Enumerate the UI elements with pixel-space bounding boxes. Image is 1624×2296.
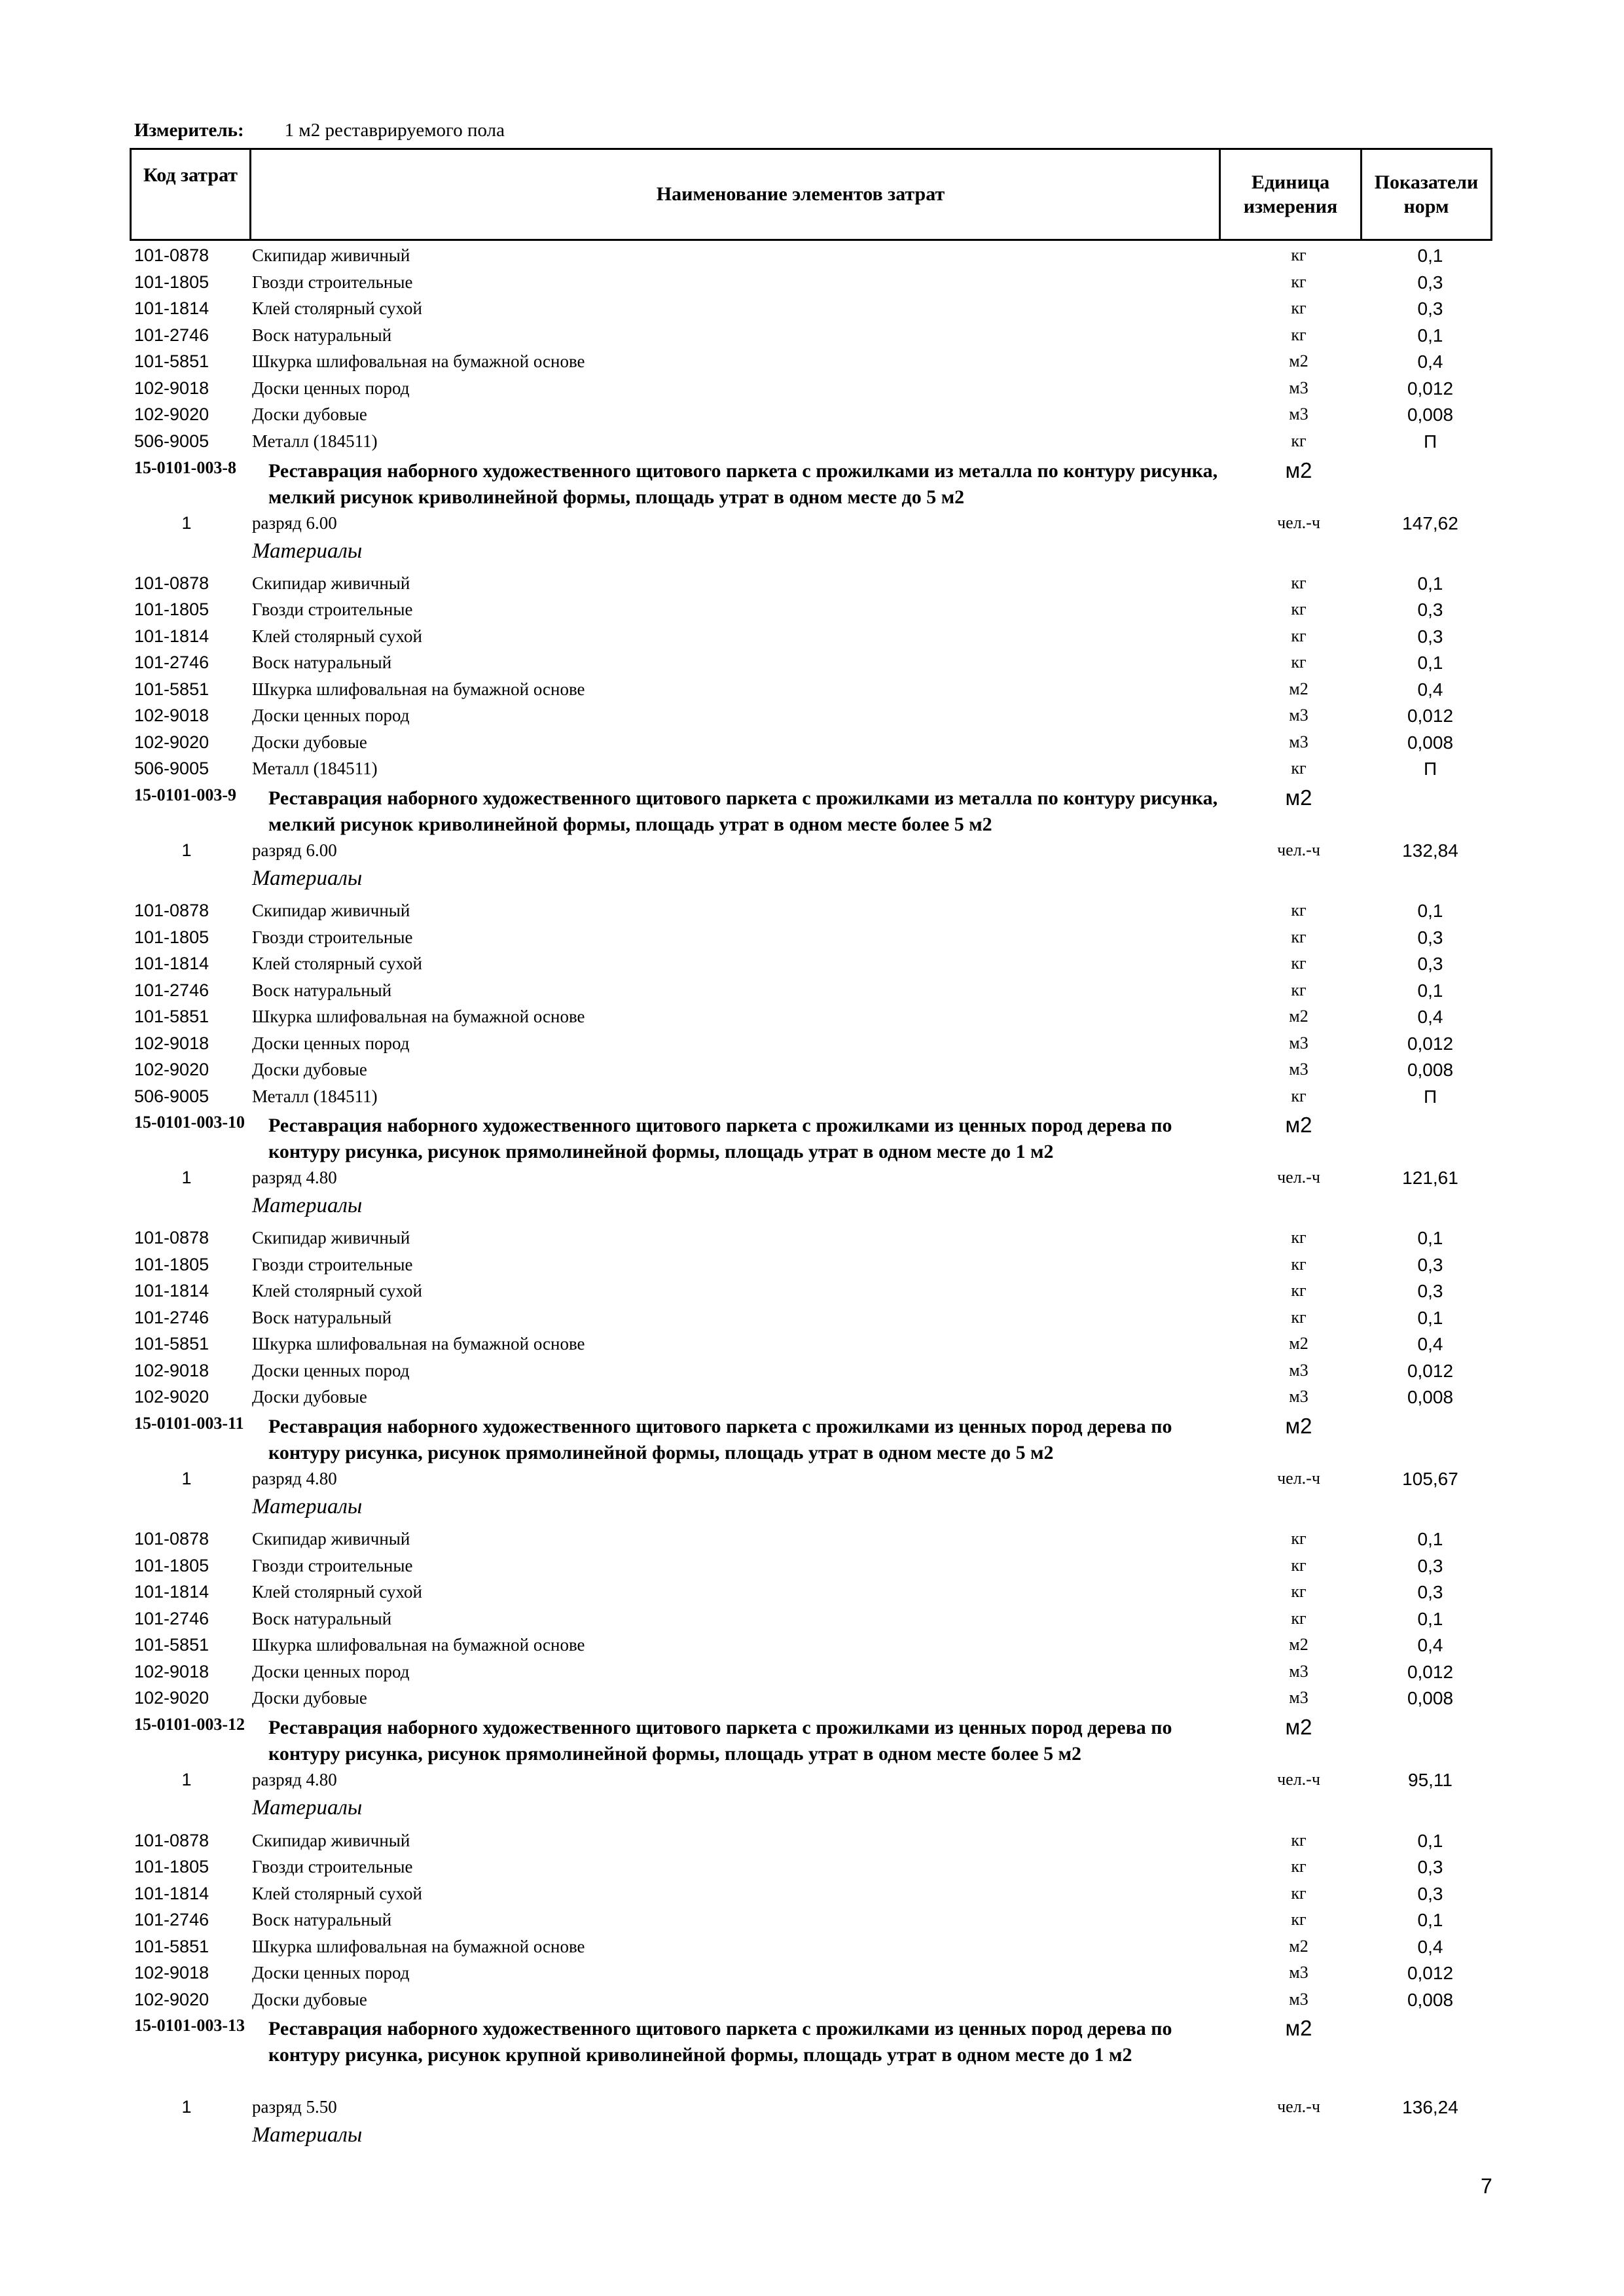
resource-code: 101-0878 — [134, 1831, 209, 1850]
work-code: 15-0101-003-12 — [134, 1715, 245, 1734]
resource-code: 101-0878 — [134, 1228, 209, 1247]
resource-unit: м2 — [1289, 1937, 1308, 1956]
resource-name: Гвозди строительные — [252, 1255, 413, 1274]
resource-code: 101-1805 — [134, 1255, 209, 1274]
resource-unit: м3 — [1289, 706, 1308, 725]
work-unit: м2 — [1285, 458, 1312, 482]
resource-name: Доски ценных пород — [252, 1033, 410, 1053]
header-name: Наименование элементов затрат — [249, 150, 1350, 239]
resource-name: Шкурка шлифовальная на бумажной основе — [252, 1937, 585, 1956]
resource-unit: кг — [1291, 272, 1307, 291]
resource-unit: м3 — [1289, 1033, 1308, 1052]
work-unit: м2 — [1285, 785, 1312, 810]
resource-norm: 0,3 — [1417, 927, 1443, 948]
resource-code: 101-2746 — [134, 1308, 209, 1327]
resource-name: Шкурка шлифовальная на бумажной основе — [252, 679, 585, 699]
resource-unit: кг — [1291, 298, 1307, 317]
resource-norm: 0,012 — [1407, 1361, 1454, 1381]
resource-code: 102-9018 — [134, 378, 209, 398]
labor-unit: чел.-ч — [1277, 1168, 1320, 1187]
resource-norm: 0,3 — [1417, 1556, 1443, 1576]
work-name: Реставрация наборного художественного щитового паркета с прожилками из металла по контуру рисунка, мелкий рисунок криволинейной формы, площадь утрат в одном месте до 5 м2 — [268, 460, 1218, 508]
resource-name: Шкурка шлифовальная на бумажной основе — [252, 351, 585, 371]
resource-code: 102-9020 — [134, 1387, 209, 1407]
resource-name: Металл (184511) — [252, 759, 378, 778]
resource-norm: 0,008 — [1407, 1688, 1454, 1708]
resource-norm: 0,4 — [1417, 1007, 1443, 1027]
resource-name: Скипидар живичный — [252, 1831, 410, 1850]
work-unit: м2 — [1285, 1715, 1312, 1739]
resource-unit: кг — [1291, 325, 1307, 344]
resource-unit: м2 — [1289, 1635, 1308, 1654]
resource-unit: кг — [1291, 1255, 1307, 1274]
resource-name: Воск натуральный — [252, 653, 392, 672]
resource-code: 506-9005 — [134, 431, 209, 451]
resource-unit: м3 — [1289, 378, 1308, 397]
resource-name: Шкурка шлифовальная на бумажной основе — [252, 1635, 585, 1655]
work-name: Реставрация наборного художественного щитового паркета с прожилками из металла по контуру рисунка, мелкий рисунок криволинейной формы, площадь утрат в одном месте более 5 м2 — [268, 787, 1218, 835]
resource-code: 506-9005 — [134, 1086, 209, 1106]
resource-norm: 0,3 — [1417, 272, 1443, 293]
resource-code: 101-1805 — [134, 1857, 209, 1876]
work-unit: м2 — [1285, 2016, 1312, 2040]
resource-norm: 0,1 — [1417, 1609, 1443, 1629]
resource-unit: кг — [1291, 901, 1307, 920]
resource-norm: 0,1 — [1417, 245, 1443, 266]
resource-norm: 0,3 — [1417, 600, 1443, 620]
resource-norm: 0,008 — [1407, 1990, 1454, 2010]
resource-norm: 0,4 — [1417, 351, 1443, 372]
labor-grade: разряд 5.50 — [252, 2097, 337, 2117]
labor-norm: 95,11 — [1408, 1770, 1453, 1790]
work-code: 15-0101-003-13 — [134, 2016, 245, 2035]
resource-norm: П — [1423, 431, 1437, 452]
resource-name: Воск натуральный — [252, 1308, 392, 1327]
resource-name: Доски дубовые — [252, 732, 367, 752]
work-unit: м2 — [1285, 1414, 1312, 1438]
resource-name: Клей столярный сухой — [252, 1582, 422, 1602]
resource-norm: 0,4 — [1417, 1635, 1443, 1655]
resource-norm: 0,3 — [1417, 298, 1443, 319]
resource-code: 102-9018 — [134, 1963, 209, 1982]
labor-norm: 105,67 — [1402, 1469, 1458, 1489]
resource-unit: кг — [1291, 1281, 1307, 1300]
resource-unit: кг — [1291, 980, 1307, 999]
labor-number: 1 — [181, 513, 192, 533]
resource-name: Клей столярный сухой — [252, 1884, 422, 1903]
resource-code: 102-9018 — [134, 1033, 209, 1053]
resource-norm: 0,012 — [1407, 1033, 1454, 1054]
resource-unit: м2 — [1289, 679, 1308, 698]
resource-norm: 0,1 — [1417, 1308, 1443, 1328]
resource-code: 101-2746 — [134, 1609, 209, 1628]
resource-unit: м3 — [1289, 1662, 1308, 1681]
resource-code: 101-0878 — [134, 573, 209, 593]
resource-norm: 0,3 — [1417, 1281, 1443, 1301]
resource-norm: 0,1 — [1417, 1831, 1443, 1851]
resource-code: 102-9020 — [134, 732, 209, 752]
work-unit: м2 — [1285, 1113, 1312, 1137]
resource-unit: м3 — [1289, 1688, 1308, 1707]
resource-norm: П — [1423, 1086, 1437, 1107]
resource-norm: 0,1 — [1417, 980, 1443, 1001]
resource-unit: кг — [1291, 1529, 1307, 1548]
header-norm: Показатели норм — [1360, 150, 1490, 239]
resource-unit: кг — [1291, 1910, 1307, 1929]
resource-code: 101-2746 — [134, 653, 209, 672]
resource-unit: кг — [1291, 600, 1307, 619]
resource-name: Клей столярный сухой — [252, 626, 422, 646]
resource-name: Клей столярный сухой — [252, 1281, 422, 1300]
resource-code: 102-9018 — [134, 1361, 209, 1380]
resource-unit: кг — [1291, 1609, 1307, 1628]
resource-code: 101-1814 — [134, 626, 209, 646]
work-name: Реставрация наборного художественного щитового паркета с прожилками из ценных пород дерева по контуру рисунка, рисунок прямолинейной формы, площадь утрат в одном месте до 5 м2 — [268, 1416, 1172, 1463]
resource-unit: м3 — [1289, 1361, 1308, 1380]
resource-unit: кг — [1291, 1884, 1307, 1903]
work-name: Реставрация наборного художественного щитового паркета с прожилками из ценных пород дерева по контуру рисунка, рисунок прямолинейной формы, площадь утрат в одном месте более 5 м2 — [268, 1717, 1172, 1765]
resource-name: Доски ценных пород — [252, 706, 410, 725]
resource-unit: кг — [1291, 1308, 1307, 1327]
resource-code: 101-1805 — [134, 272, 209, 292]
labor-unit: чел.-ч — [1277, 1770, 1320, 1789]
resource-unit: м3 — [1289, 404, 1308, 423]
resource-name: Доски дубовые — [252, 1060, 367, 1079]
resource-name: Скипидар живичный — [252, 1228, 410, 1247]
resource-name: Скипидар живичный — [252, 1529, 410, 1549]
resource-unit: кг — [1291, 1556, 1307, 1575]
resource-unit: кг — [1291, 1228, 1307, 1247]
resource-unit: м3 — [1289, 1060, 1308, 1079]
resource-norm: 0,012 — [1407, 1662, 1454, 1682]
resource-code: 102-9020 — [134, 1060, 209, 1079]
resource-code: 101-0878 — [134, 245, 209, 265]
resource-norm: 0,3 — [1417, 954, 1443, 974]
resource-code: 101-1814 — [134, 1281, 209, 1300]
resource-code: 101-2746 — [134, 325, 209, 345]
resource-code: 101-0878 — [134, 901, 209, 920]
resource-code: 101-1805 — [134, 1556, 209, 1575]
resource-unit: кг — [1291, 573, 1307, 592]
resource-code: 102-9018 — [134, 706, 209, 725]
resource-norm: 0,1 — [1417, 1910, 1443, 1930]
resource-code: 102-9020 — [134, 1688, 209, 1708]
resource-unit: м3 — [1289, 1387, 1308, 1406]
resource-norm: 0,012 — [1407, 1963, 1454, 1983]
resource-code: 101-1814 — [134, 1884, 209, 1903]
resource-code: 101-2746 — [134, 1910, 209, 1929]
labor-norm: 121,61 — [1402, 1168, 1458, 1188]
meter-label: Измеритель: — [134, 120, 244, 141]
resource-name: Воск натуральный — [252, 325, 392, 345]
work-code: 15-0101-003-8 — [134, 458, 236, 477]
resource-name: Гвозди строительные — [252, 272, 413, 292]
resource-name: Доски дубовые — [252, 1990, 367, 2009]
resource-name: Гвозди строительные — [252, 1556, 413, 1575]
resource-norm: 0,3 — [1417, 1255, 1443, 1275]
resource-unit: кг — [1291, 1582, 1307, 1601]
resource-unit: кг — [1291, 1086, 1307, 1105]
resource-name: Шкурка шлифовальная на бумажной основе — [252, 1334, 585, 1354]
resource-name: Скипидар живичный — [252, 245, 410, 265]
resource-norm: 0,1 — [1417, 1228, 1443, 1248]
resource-name: Клей столярный сухой — [252, 298, 422, 318]
labor-grade: разряд 4.80 — [252, 1469, 337, 1488]
labor-number: 1 — [181, 1770, 192, 1789]
labor-unit: чел.-ч — [1277, 513, 1320, 532]
resource-norm: 0,1 — [1417, 901, 1443, 921]
work-code: 15-0101-003-10 — [134, 1113, 245, 1132]
resource-name: Гвозди строительные — [252, 927, 413, 947]
resource-unit: кг — [1291, 653, 1307, 672]
resource-norm: 0,3 — [1417, 626, 1443, 647]
resource-code: 102-9020 — [134, 1990, 209, 2009]
resource-name: Воск натуральный — [252, 1609, 392, 1628]
resource-name: Доски ценных пород — [252, 1662, 410, 1681]
resource-name: Металл (184511) — [252, 431, 378, 451]
resource-code: 101-5851 — [134, 1007, 209, 1026]
resource-name: Шкурка шлифовальная на бумажной основе — [252, 1007, 585, 1026]
labor-unit: чел.-ч — [1277, 2097, 1320, 2116]
materials-heading: Материалы — [252, 539, 363, 563]
resource-name: Доски дубовые — [252, 404, 367, 424]
labor-norm: 147,62 — [1402, 513, 1458, 533]
resource-code: 506-9005 — [134, 759, 209, 778]
materials-heading: Материалы — [252, 1495, 363, 1518]
resource-code: 101-2746 — [134, 980, 209, 1000]
resource-name: Клей столярный сухой — [252, 954, 422, 973]
resource-name: Доски дубовые — [252, 1688, 367, 1708]
resource-code: 101-1805 — [134, 600, 209, 619]
page-number: 7 — [1481, 2174, 1492, 2198]
work-code: 15-0101-003-11 — [134, 1414, 244, 1433]
resource-norm: 0,1 — [1417, 573, 1443, 594]
resource-name: Доски ценных пород — [252, 1963, 410, 1982]
resource-unit: м3 — [1289, 1990, 1308, 2009]
labor-grade: разряд 6.00 — [252, 513, 337, 533]
resource-norm: 0,4 — [1417, 1937, 1443, 1957]
labor-number: 1 — [181, 2097, 192, 2117]
resource-code: 101-5851 — [134, 351, 209, 371]
resource-unit: кг — [1291, 1857, 1307, 1876]
work-name: Реставрация наборного художественного щитового паркета с прожилками из ценных пород дерева по контуру рисунка, рисунок крупной криволинейной формы, площадь утрат в одном месте до 1 м2 — [268, 2018, 1172, 2066]
labor-grade: разряд 4.80 — [252, 1168, 337, 1187]
resource-norm: 0,008 — [1407, 404, 1454, 425]
resource-unit: м3 — [1289, 1963, 1308, 1982]
labor-norm: 136,24 — [1402, 2097, 1458, 2117]
resource-norm: 0,008 — [1407, 1060, 1454, 1080]
resource-name: Доски ценных пород — [252, 1361, 410, 1380]
labor-number: 1 — [181, 1168, 192, 1187]
resource-unit: м2 — [1289, 1334, 1308, 1353]
labor-grade: разряд 6.00 — [252, 840, 337, 860]
resource-name: Доски ценных пород — [252, 378, 410, 398]
resource-norm: 0,4 — [1417, 1334, 1443, 1354]
labor-norm: 132,84 — [1402, 840, 1458, 861]
materials-heading: Материалы — [252, 867, 363, 890]
resource-norm: 0,008 — [1407, 732, 1454, 753]
header-code: Код затрат — [143, 164, 238, 186]
resource-norm: 0,1 — [1417, 1529, 1443, 1549]
resource-code: 101-5851 — [134, 1937, 209, 1956]
labor-unit: чел.-ч — [1277, 1469, 1320, 1488]
resource-name: Воск натуральный — [252, 1910, 392, 1929]
resource-code: 101-1814 — [134, 954, 209, 973]
resource-norm: 0,4 — [1417, 679, 1443, 700]
resource-unit: м2 — [1289, 1007, 1308, 1026]
resource-unit: м2 — [1289, 351, 1308, 370]
resource-code: 101-5851 — [134, 1635, 209, 1655]
resource-name: Скипидар живичный — [252, 573, 410, 593]
resource-code: 101-0878 — [134, 1529, 209, 1549]
resource-unit: кг — [1291, 759, 1307, 778]
resource-norm: 0,012 — [1407, 378, 1454, 399]
labor-number: 1 — [181, 840, 192, 860]
materials-heading: Материалы — [252, 2123, 363, 2147]
resource-code: 101-5851 — [134, 679, 209, 699]
resource-name: Гвозди строительные — [252, 600, 413, 619]
resource-norm: 0,3 — [1417, 1582, 1443, 1602]
resource-norm: 0,3 — [1417, 1884, 1443, 1904]
resource-code: 102-9020 — [134, 404, 209, 424]
work-code: 15-0101-003-9 — [134, 785, 236, 804]
resource-unit: кг — [1291, 1831, 1307, 1850]
resource-name: Скипидар живичный — [252, 901, 410, 920]
header-unit: Единица измерения — [1219, 150, 1360, 239]
resource-norm: 0,1 — [1417, 325, 1443, 346]
resource-name: Доски дубовые — [252, 1387, 367, 1407]
resource-unit: кг — [1291, 245, 1307, 264]
resource-code: 102-9018 — [134, 1662, 209, 1681]
resource-name: Воск натуральный — [252, 980, 392, 1000]
resource-name: Металл (184511) — [252, 1086, 378, 1106]
resource-norm: П — [1423, 759, 1437, 779]
resource-unit: кг — [1291, 626, 1307, 645]
meter-value: 1 м2 реставрируемого пола — [284, 120, 505, 141]
resource-code: 101-1814 — [134, 298, 209, 318]
work-name: Реставрация наборного художественного щитового паркета с прожилками из ценных пород дерева по контуру рисунка, рисунок прямолинейной формы, площадь утрат в одном месте до 1 м2 — [268, 1115, 1172, 1162]
materials-heading: Материалы — [252, 1796, 363, 1820]
labor-grade: разряд 4.80 — [252, 1770, 337, 1789]
resource-unit: кг — [1291, 954, 1307, 973]
resource-norm: 0,008 — [1407, 1387, 1454, 1407]
resource-code: 101-5851 — [134, 1334, 209, 1354]
resource-norm: 0,012 — [1407, 706, 1454, 726]
resource-code: 101-1814 — [134, 1582, 209, 1602]
resource-norm: 0,3 — [1417, 1857, 1443, 1877]
resource-norm: 0,1 — [1417, 653, 1443, 673]
resource-code: 101-1805 — [134, 927, 209, 947]
resource-unit: м3 — [1289, 732, 1308, 751]
resource-unit: кг — [1291, 431, 1307, 450]
materials-heading: Материалы — [252, 1194, 363, 1217]
labor-unit: чел.-ч — [1277, 840, 1320, 859]
resource-name: Гвозди строительные — [252, 1857, 413, 1876]
labor-number: 1 — [181, 1469, 192, 1488]
resource-unit: кг — [1291, 927, 1307, 946]
